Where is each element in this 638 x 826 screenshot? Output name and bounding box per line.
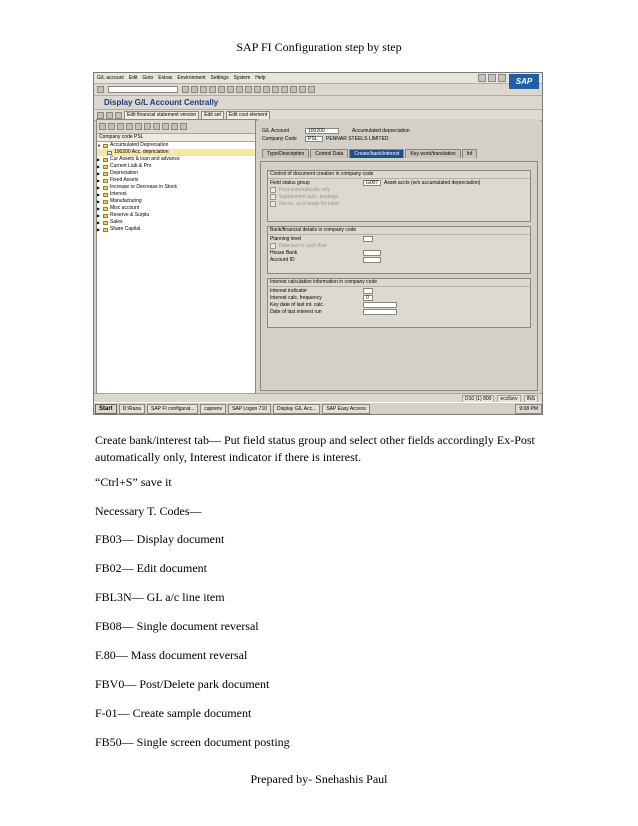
tcode-item: F-01— Create sample document bbox=[95, 706, 252, 720]
next-page-icon[interactable] bbox=[263, 86, 270, 93]
tree-item-selected[interactable]: 100200 Acc. depriciation bbox=[97, 149, 255, 156]
gl-account-row bbox=[258, 127, 540, 135]
save-note: “Ctrl+S” save it bbox=[95, 475, 172, 489]
folder-icon bbox=[103, 158, 108, 162]
taskbar-item[interactable]: caprenv bbox=[200, 404, 226, 414]
group-title: Control of document creation in company code bbox=[268, 171, 530, 179]
group-title: Bank/financial details in company code bbox=[268, 227, 530, 235]
menu-system[interactable]: System bbox=[233, 75, 251, 81]
tab-panel bbox=[260, 161, 538, 391]
folder-icon bbox=[103, 221, 108, 225]
tree-find-icon[interactable] bbox=[153, 123, 160, 130]
chevron-right-icon[interactable]: ▶ bbox=[97, 185, 101, 190]
document-creation-group bbox=[267, 170, 531, 222]
windows-taskbar bbox=[94, 402, 542, 414]
chevron-right-icon[interactable]: ▶ bbox=[97, 199, 101, 204]
interest-frequency-field[interactable]: 0 bbox=[363, 295, 373, 301]
chevron-right-icon[interactable]: ▶ bbox=[97, 213, 101, 218]
gl-account-desc: Accumulated depreciation bbox=[352, 128, 410, 134]
bank-details-group bbox=[267, 226, 531, 274]
chevron-right-icon[interactable]: ▶ bbox=[97, 220, 101, 225]
tree-print-icon[interactable] bbox=[162, 123, 169, 130]
menu-goto[interactable]: Goto bbox=[142, 75, 154, 81]
company-code-label: Company Code bbox=[262, 136, 297, 142]
maximize-icon[interactable] bbox=[488, 74, 496, 82]
sap-body bbox=[94, 119, 542, 397]
tree-edit-icon[interactable] bbox=[126, 123, 133, 130]
last-page-icon[interactable] bbox=[272, 86, 279, 93]
close-icon[interactable] bbox=[498, 74, 506, 82]
folder-icon bbox=[103, 186, 108, 190]
tree-item[interactable]: ▶ Cur Assets & loan and advance bbox=[97, 156, 180, 162]
tree-item[interactable]: ▶ Misc account bbox=[97, 205, 140, 211]
interest-group bbox=[267, 278, 531, 328]
interest-frequency-row: Interest calc. frequency 0 bbox=[268, 294, 530, 301]
tree-item[interactable]: ▶ Increase or Decrease in Stock bbox=[97, 184, 177, 190]
print-icon[interactable] bbox=[218, 86, 225, 93]
key-date-row: Key date of last int. calc. bbox=[268, 301, 530, 308]
standard-toolbar bbox=[94, 84, 542, 96]
tree-item[interactable]: ▼ Accumulated Depreciation bbox=[97, 142, 169, 148]
taskbar-item[interactable]: SAP FI configurat... bbox=[147, 404, 198, 414]
layout-icon[interactable] bbox=[308, 86, 315, 93]
company-code-field[interactable]: PSL bbox=[305, 136, 323, 142]
account-id-row: Account ID bbox=[268, 256, 530, 263]
enter-icon[interactable] bbox=[97, 86, 104, 93]
menu-edit[interactable]: Edit bbox=[128, 75, 138, 81]
edit-fs-version-button[interactable]: Edit financial statement version bbox=[124, 111, 199, 120]
planning-level-row: Planning level bbox=[268, 235, 530, 242]
last-run-row: Date of last interest run bbox=[268, 308, 530, 315]
sap-logo: SAP bbox=[509, 74, 539, 89]
chevron-right-icon[interactable]: ▶ bbox=[97, 227, 101, 232]
menu-gl-account[interactable]: G/L account bbox=[97, 75, 124, 81]
folder-icon bbox=[103, 214, 108, 218]
interest-indicator-row: Interest indicator bbox=[268, 287, 530, 294]
tree-item[interactable]: ▶ Share Capital bbox=[97, 226, 141, 232]
tree-collapse-icon[interactable] bbox=[108, 123, 115, 130]
recon-checkbox[interactable] bbox=[270, 201, 276, 207]
tree-item[interactable]: ▶ Interest bbox=[97, 191, 127, 197]
tree-item[interactable]: ▶ Fixed Assets bbox=[97, 177, 139, 183]
menu-settings[interactable]: Settings bbox=[210, 75, 229, 81]
tab-information[interactable]: Inf bbox=[462, 149, 478, 158]
status-mode: INS bbox=[524, 395, 538, 403]
document-icon bbox=[107, 151, 112, 155]
recon-row: Recon. acct ready for input bbox=[268, 200, 530, 207]
company-code-row bbox=[258, 135, 540, 143]
tree-info-icon[interactable] bbox=[171, 123, 178, 130]
instruction-paragraph bbox=[95, 432, 555, 466]
tree-copy-icon[interactable] bbox=[135, 123, 142, 130]
cash-flow-row: Relevant to cash flow bbox=[268, 242, 530, 249]
screen-title: Display G/L Account Centrally bbox=[94, 96, 542, 110]
edit-cost-element-button[interactable]: Edit cost element bbox=[226, 111, 270, 120]
house-bank-row: House Bank bbox=[268, 249, 530, 256]
chevron-right-icon[interactable]: ▶ bbox=[97, 171, 101, 176]
tree-toolbar bbox=[97, 120, 255, 134]
chevron-right-icon[interactable]: ▶ bbox=[97, 164, 101, 169]
tab-keyword-translation[interactable]: Key word/translation bbox=[405, 149, 460, 158]
first-page-icon[interactable] bbox=[245, 86, 252, 93]
chevron-right-icon[interactable]: ▶ bbox=[97, 178, 101, 183]
account-detail-pane bbox=[258, 119, 540, 395]
taskbar-item[interactable]: D:\Rana bbox=[119, 404, 145, 414]
tree-item[interactable]: ▶ Depreciation bbox=[97, 170, 139, 176]
tcode-item: FB08— Single document reversal bbox=[95, 619, 259, 633]
sap-screenshot bbox=[93, 72, 543, 415]
taskbar-item[interactable]: SAP Easy Access bbox=[322, 404, 370, 414]
save-icon[interactable] bbox=[182, 86, 189, 93]
find-next-icon[interactable] bbox=[236, 86, 243, 93]
field-status-row bbox=[268, 179, 530, 186]
folder-icon bbox=[103, 228, 108, 232]
folder-icon bbox=[103, 144, 108, 148]
key-date-field[interactable] bbox=[363, 302, 397, 308]
tcode-item: F.80— Mass document reversal bbox=[95, 648, 248, 662]
chevron-right-icon[interactable]: ▶ bbox=[97, 206, 101, 211]
tcode-item: FB50— Single screen document posting bbox=[95, 735, 290, 749]
house-bank-field[interactable] bbox=[363, 250, 381, 256]
with-template-icon[interactable] bbox=[115, 112, 122, 119]
tree-item[interactable]: ▶ Sales bbox=[97, 219, 123, 225]
menu-help[interactable]: Help bbox=[255, 75, 266, 81]
tcodes-heading: Necessary T. Codes— bbox=[95, 504, 202, 518]
tcode-item: FB02— Edit document bbox=[95, 561, 207, 575]
status-system: D10 (1) 800 bbox=[462, 395, 494, 403]
tcode-item: FBV0— Post/Delete park document bbox=[95, 677, 270, 691]
tab-control-data[interactable]: Control Data bbox=[310, 149, 348, 158]
supplement-row: Supplement auto. postings bbox=[268, 193, 530, 200]
tree-item[interactable]: ▶ Current Liab & Pro bbox=[97, 163, 152, 169]
tree-new-icon[interactable] bbox=[117, 123, 124, 130]
folder-icon bbox=[103, 179, 108, 183]
folder-icon bbox=[103, 165, 108, 169]
tab-type-description[interactable]: Type/Description bbox=[262, 149, 309, 158]
post-auto-row: Post automatically only bbox=[268, 186, 530, 193]
tree-settings-icon[interactable] bbox=[180, 123, 187, 130]
tab-strip bbox=[258, 149, 540, 158]
tcode-item: FB03— Display document bbox=[95, 532, 225, 546]
cash-flow-checkbox[interactable] bbox=[270, 243, 276, 249]
find-icon[interactable] bbox=[227, 86, 234, 93]
account-tree-pane bbox=[96, 119, 256, 395]
start-button[interactable]: Start bbox=[95, 404, 117, 414]
tcode-item: FBL3N— GL a/c line item bbox=[95, 590, 225, 604]
prev-page-icon[interactable] bbox=[254, 86, 261, 93]
status-server: ecc6srv bbox=[497, 395, 520, 403]
taskbar-item[interactable]: SAP Logon 710 bbox=[228, 404, 271, 414]
tree-expand-icon[interactable] bbox=[99, 123, 106, 130]
planning-level-field[interactable] bbox=[363, 236, 373, 242]
menu-extras[interactable]: Extras bbox=[158, 75, 173, 81]
window-controls bbox=[478, 74, 506, 82]
sap-menubar bbox=[94, 73, 542, 84]
tree-item[interactable]: ▶ Manufacturing bbox=[97, 198, 142, 204]
folder-icon bbox=[103, 172, 108, 176]
system-clock: 9:08 PM bbox=[515, 404, 542, 414]
chevron-right-icon[interactable]: ▶ bbox=[97, 157, 101, 162]
exit-icon[interactable] bbox=[200, 86, 207, 93]
account-id-field[interactable] bbox=[363, 257, 381, 263]
edit-set-button[interactable]: Edit set bbox=[201, 111, 224, 120]
field-status-label: Field status group bbox=[270, 179, 310, 186]
folder-icon bbox=[103, 193, 108, 197]
page-header: SAP FI Configuration step by step bbox=[236, 40, 402, 54]
help-icon[interactable] bbox=[299, 86, 306, 93]
cancel-icon[interactable] bbox=[209, 86, 216, 93]
chevron-right-icon[interactable]: ▶ bbox=[97, 192, 101, 197]
tab-create-bank-interest[interactable]: Create/bank/interest bbox=[349, 149, 404, 158]
display-change-icon[interactable] bbox=[97, 112, 104, 119]
folder-icon bbox=[103, 207, 108, 211]
taskbar-item[interactable]: Display G/L Acc... bbox=[273, 404, 320, 414]
tree-delete-icon[interactable] bbox=[144, 123, 151, 130]
field-status-desc: Asset accts (w/o accumulated depreciation) bbox=[384, 179, 481, 186]
new-session-icon[interactable] bbox=[281, 86, 288, 93]
menu-environment[interactable]: Environment bbox=[177, 75, 206, 81]
company-code-desc: PENNAR STEELS LIMITED bbox=[326, 136, 389, 142]
instruction-text: Create bank/interest tab— Put field status group and select other fields accordingly Ex-Post automatically only, Interest indicator if there is interest. bbox=[95, 433, 535, 464]
tree-item[interactable]: ▶ Reserve & Surplu bbox=[97, 212, 150, 218]
shortcut-icon[interactable] bbox=[290, 86, 297, 93]
last-run-field[interactable] bbox=[363, 309, 397, 315]
supplement-checkbox[interactable] bbox=[270, 194, 276, 200]
tree-header: Company code PSL bbox=[97, 134, 255, 142]
other-object-icon[interactable] bbox=[106, 112, 113, 119]
page-footer: Prepared by- Snehashis Paul bbox=[250, 772, 388, 786]
interest-indicator-field[interactable] bbox=[363, 288, 373, 294]
group-title: Interest calculation information in company code bbox=[268, 279, 530, 287]
gl-account-field[interactable]: 100200 bbox=[305, 128, 339, 134]
folder-icon bbox=[103, 200, 108, 204]
command-field[interactable] bbox=[108, 86, 178, 93]
back-icon[interactable] bbox=[191, 86, 198, 93]
chevron-down-icon[interactable]: ▼ bbox=[97, 143, 101, 148]
field-status-field[interactable]: G007 bbox=[363, 180, 381, 186]
gl-account-label: G/L Account bbox=[262, 128, 290, 134]
minimize-icon[interactable] bbox=[478, 74, 486, 82]
post-auto-checkbox[interactable] bbox=[270, 187, 276, 193]
